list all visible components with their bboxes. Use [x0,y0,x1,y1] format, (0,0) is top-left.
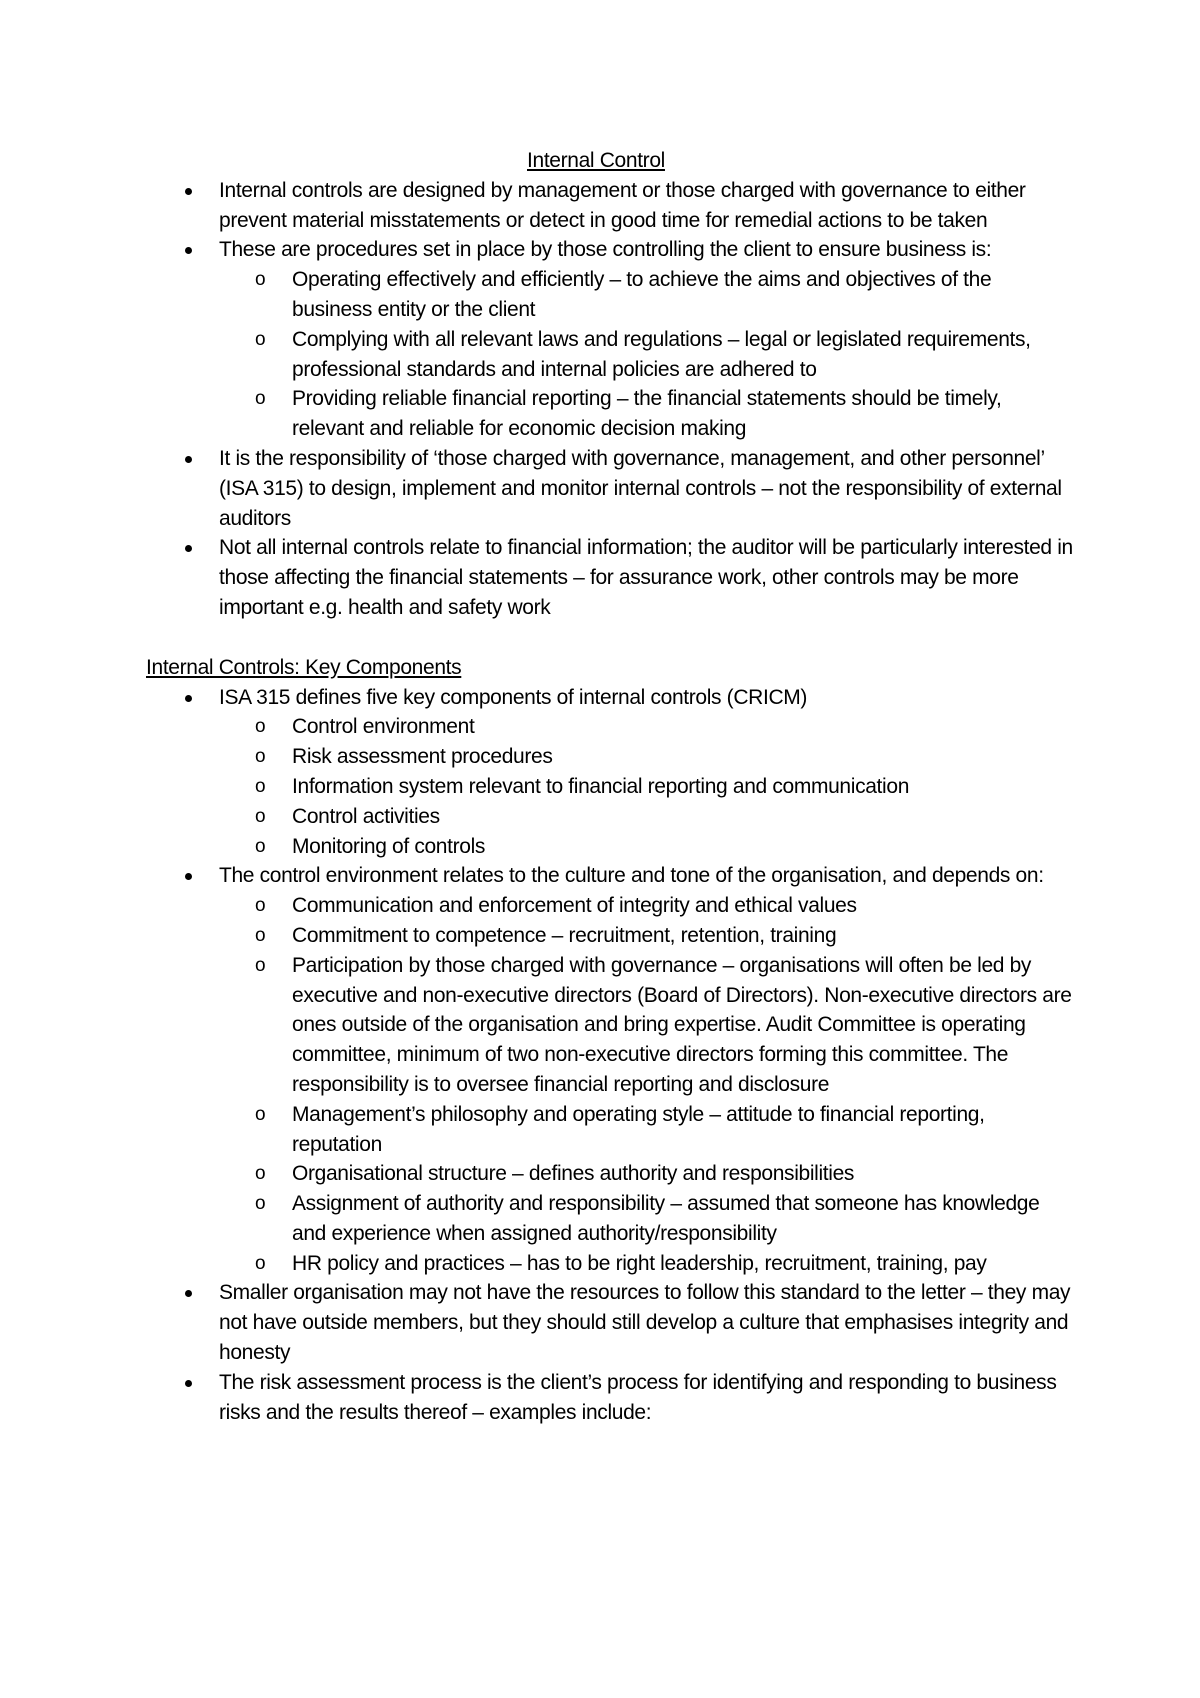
bullet-list-key-components [146,683,1076,1428]
list-item-text: The control environment relates to the culture and tone of the organisation, and depends on: [219,864,1044,888]
circle-bullet-icon: o [255,388,266,410]
sub-list-item [219,921,1076,951]
list-item-text: Not all internal controls relate to financial information; the auditor will be particularly interested in those affecting the financial statements – for assurance work, other controls may be more important e.g. health and safety work [219,536,1073,619]
sub-list-item-text: Communication and enforcement of integrity and ethical values [292,894,857,918]
circle-bullet-icon: o [255,269,266,291]
bullet-icon [185,695,192,702]
circle-bullet-icon: o [255,775,266,797]
sub-list-item-text: Commitment to competence – recruitment, retention, training [292,923,837,947]
sub-list-item-text: Control environment [292,715,475,739]
section-heading-key-components: Internal Controls: Key Components [146,655,462,679]
section-title-internal-control: Internal Control [527,149,665,172]
circle-bullet-icon: o [255,746,266,768]
sub-list-item-text: HR policy and practices – has to be right leadership, recruitment, training, pay [292,1251,987,1275]
sub-list-item-text: Complying with all relevant laws and regulations – legal or legislated requirements, professional standards and internal policies are adhered to [292,327,1031,381]
list-item-text: The risk assessment process is the client’s process for identifying and responding to business risks and the results thereof – examples include: [219,1370,1057,1424]
bullet-icon [185,247,192,254]
circle-bullet-icon: o [255,835,266,857]
sub-list-item [219,742,1076,772]
list-item [146,235,1076,444]
list-item [146,533,1076,622]
bullet-icon [185,1380,192,1387]
sub-list-item [219,832,1076,862]
sub-list-item-text: Information system relevant to financial reporting and communication [292,774,910,798]
circle-bullet-icon: o [255,716,266,738]
sub-list-item [219,802,1076,832]
circle-bullet-icon: o [255,805,266,827]
bullet-icon [185,456,192,463]
sub-list-item [219,1249,1076,1279]
circle-bullet-icon: o [255,895,266,917]
sub-list-item [219,891,1076,921]
sub-list-item [219,265,1076,325]
list-item-text: ISA 315 defines five key components of internal controls (CRICM) [219,685,808,709]
circle-bullet-icon: o [255,328,266,350]
list-item [146,1368,1076,1428]
circle-bullet-icon: o [255,1163,266,1185]
sub-list-item-text: Providing reliable financial reporting – the financial statements should be timely, relevant and reliable for economic decision making [292,387,1002,441]
sub-list-item-text: Assignment of authority and responsibility – assumed that someone has knowledge and experience when assigned authority/responsibility [292,1192,1040,1245]
sub-list [219,712,1076,861]
list-item-text: Internal controls are designed by management or those charged with governance to either prevent material misstatements or detect in good time for remedial actions to be taken [219,178,1026,232]
circle-bullet-icon: o [255,924,266,946]
sub-list-item-text: Control activities [292,804,440,828]
sub-list-item-text: Participation by those charged with governance – organisations will often be led by executive and non-executive directors (Board of Directors). Non-executive directors are ones outside of the organisation and bring expertise. Audit Committee is operating committee, minimum of two non-executive directors forming this committee. The responsibility is to oversee financial reporting and disclosure [292,953,1072,1096]
bullet-icon [185,1290,192,1297]
list-item [146,176,1076,236]
list-item-text: These are procedures set in place by those controlling the client to ensure business is: [219,238,992,262]
circle-bullet-icon: o [255,1103,266,1125]
list-item [146,1278,1076,1367]
sub-list-item [219,325,1076,385]
bullet-icon [185,545,192,552]
sub-list-item [219,1189,1076,1249]
circle-bullet-icon: o [255,1252,266,1274]
bullet-icon [185,188,192,195]
circle-bullet-icon: o [255,1193,266,1215]
sub-list-item-text: Operating effectively and efficiently – to achieve the aims and objectives of the business entity or the client [292,268,992,321]
sub-list-item-text: Organisational structure – defines authority and responsibilities [292,1162,855,1186]
list-item [146,683,1076,862]
list-item-text: It is the responsibility of ‘those charged with governance, management, and other personnel’ (ISA 315) to design, implement and monitor internal controls – not the responsibility of external auditors [219,446,1062,530]
sub-list-item [219,1100,1076,1160]
bullet-list-internal-control [146,176,1076,623]
document-content [146,146,1076,1427]
list-item [146,861,1076,1278]
sub-list-item-text: Risk assessment procedures [292,745,553,769]
sub-list [219,265,1076,444]
sub-list-item [219,712,1076,742]
sub-list-item [219,772,1076,802]
circle-bullet-icon: o [255,954,266,976]
bullet-icon [185,873,192,880]
sub-list-item-text: Monitoring of controls [292,834,486,858]
sub-list-item [219,384,1076,444]
list-item-text: Smaller organisation may not have the resources to follow this standard to the letter – they may not have outside members, but they should still develop a culture that emphasises integrity and honesty [219,1281,1071,1365]
sub-list-item [219,951,1076,1100]
list-item [146,444,1076,533]
sub-list-item [219,1159,1076,1189]
sub-list-item-text: Management’s philosophy and operating style – attitude to financial reporting, reputation [292,1102,985,1156]
sub-list [219,891,1076,1278]
